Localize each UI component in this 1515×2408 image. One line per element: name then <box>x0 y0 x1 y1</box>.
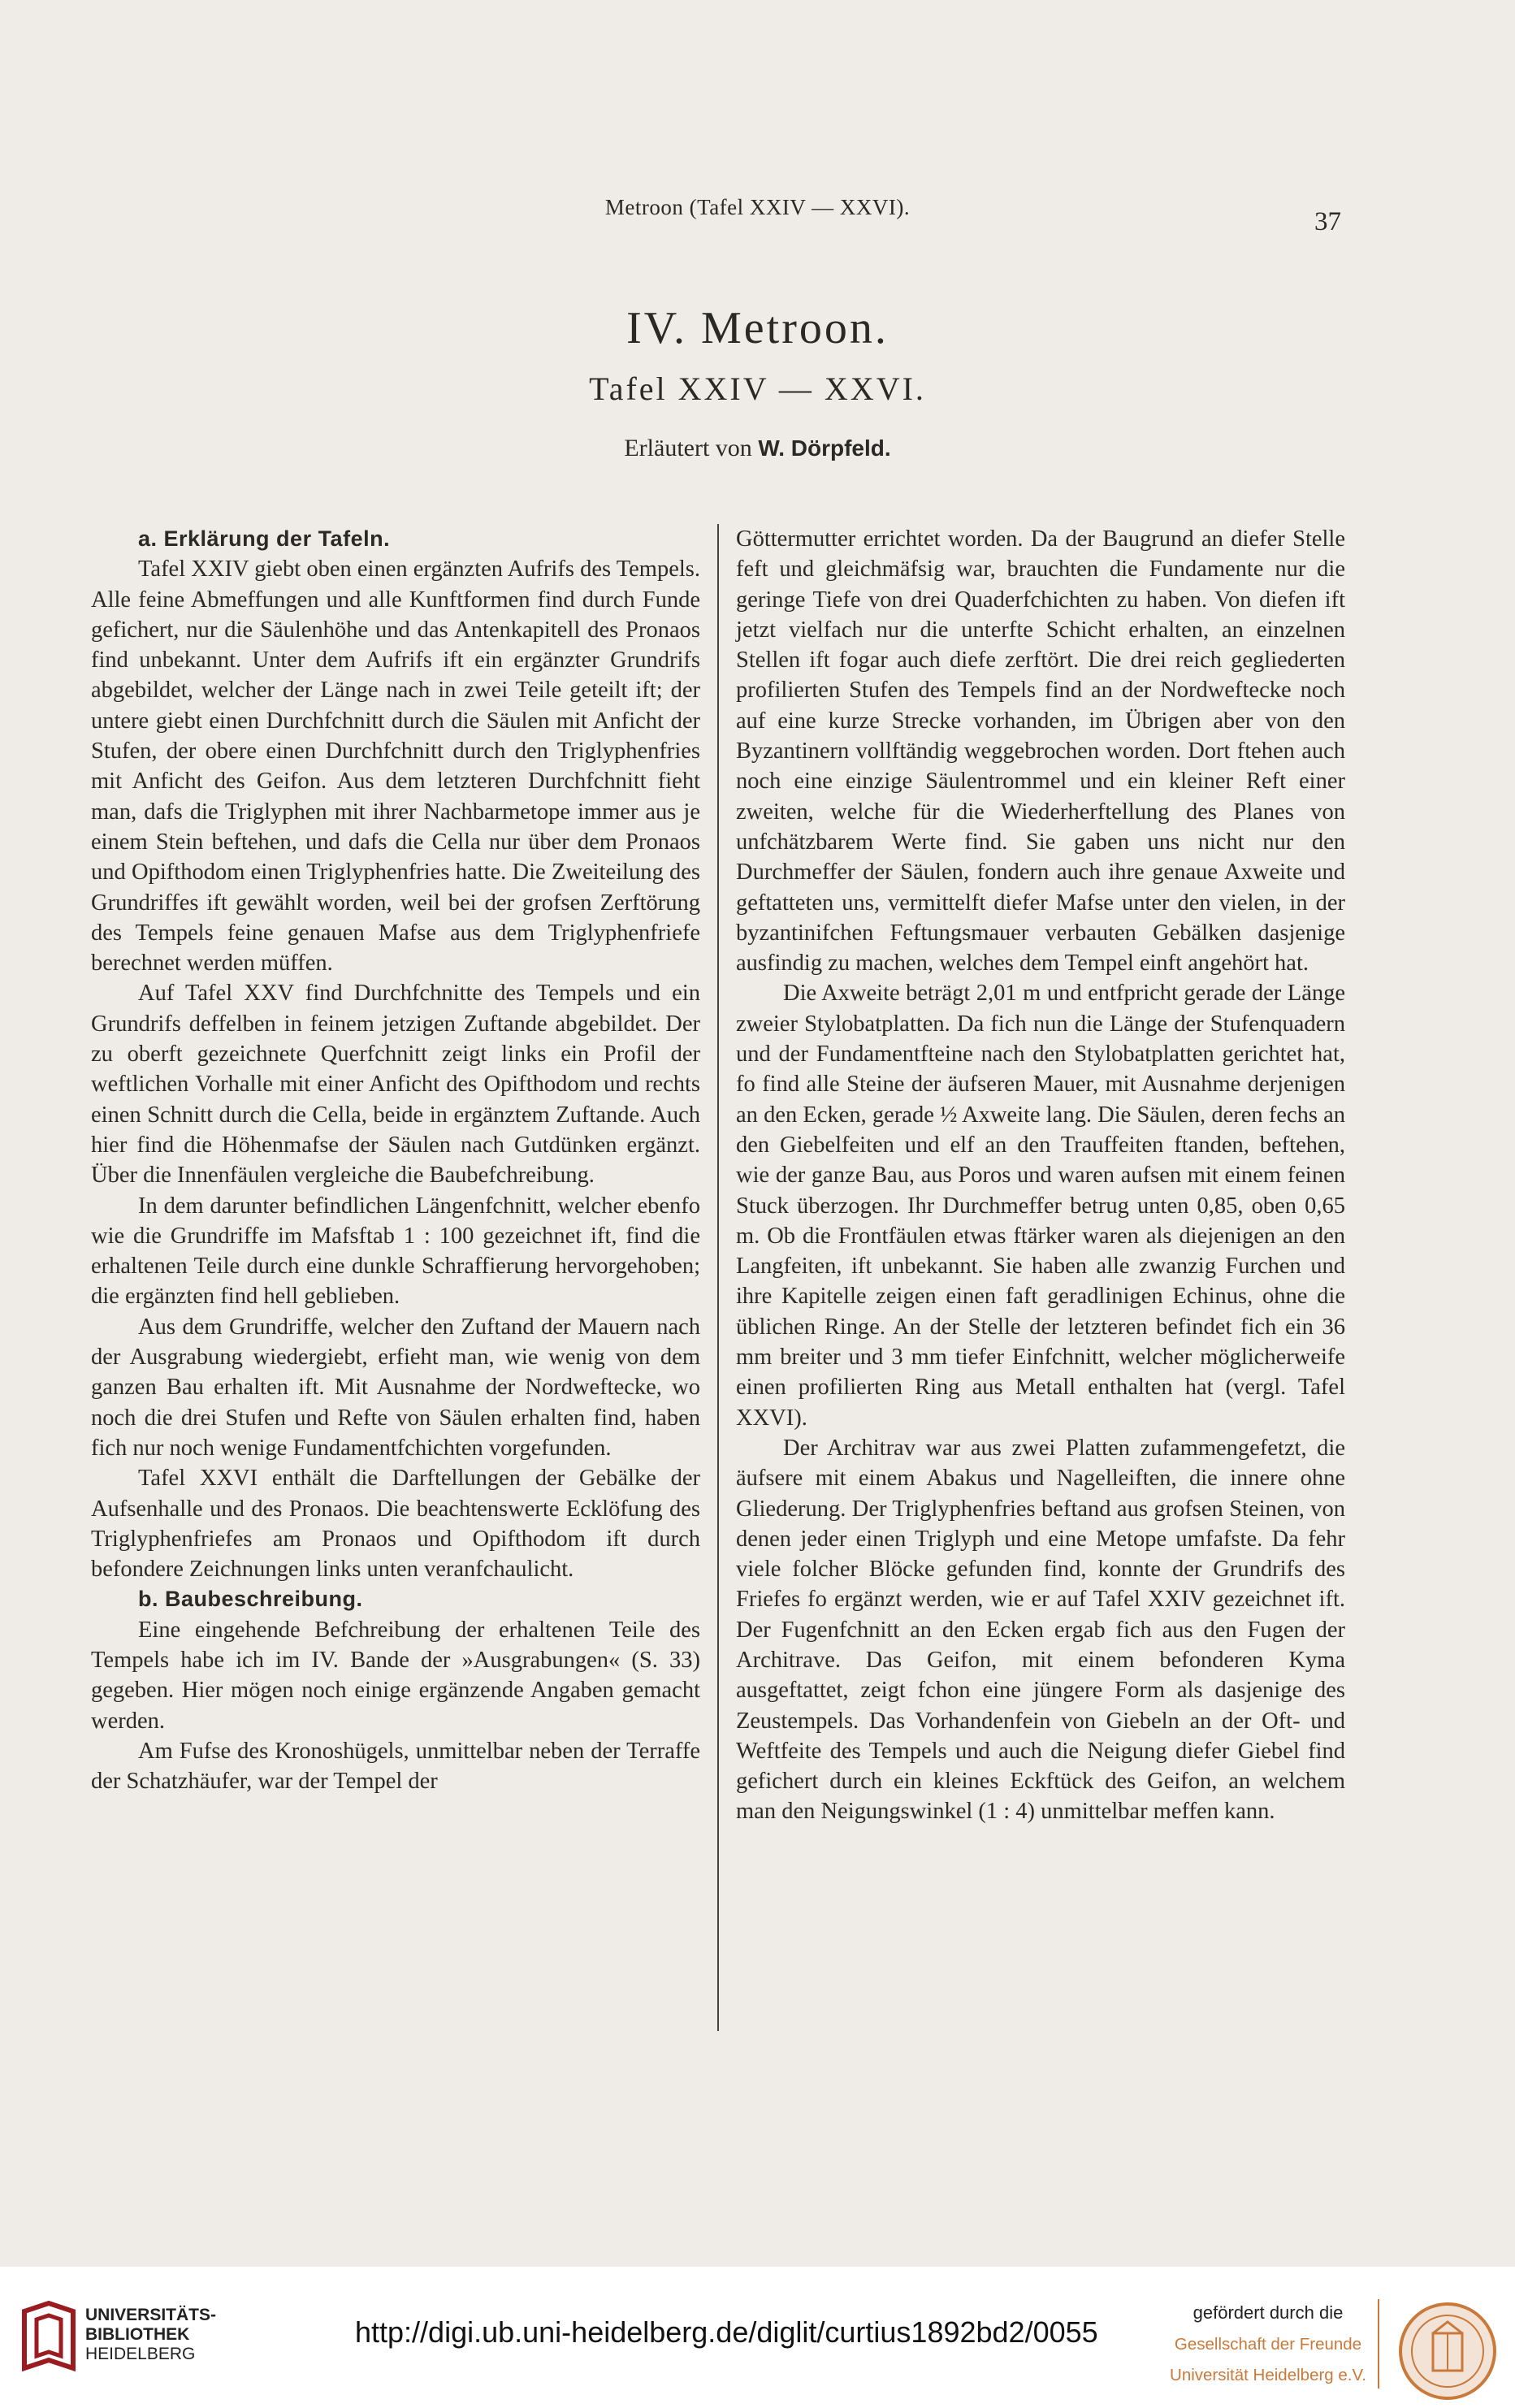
author-line <box>0 435 1515 462</box>
university-seal-icon <box>1397 2301 1499 2402</box>
paragraph: Göttermutter errichtet worden. Da der Baugrund an diefer Stelle feft und gleichmäfsig war, brauchten die Fundamente nur die geringe Tiefe von drei Quaderfchichten zu haben. Von diefen ift jetzt vielfach nur die unterfte Schicht erhalten, an einzelnen Stellen ift fogar auch diefe zerftört. Die drei reich gegliederten profilierten Stufen des Tempels find an der Nordweftecke noch auf eine kurze Strecke vorhanden, im Übrigen aber von den Byzantinern vollftändig weggebrochen worden. Dort ftehen auch noch eine einzige Säulentrommel und ein kleiner Reft einer zweiten, welche für die Wiederherftellung des Planes von unfchätzbarem Werte find. Sie gaben uns nicht nur den Durchmeffer der Säulen, fondern auch ihre genaue Axweite und geftatteten uns, vermittelft diefer Mafse unter den vielen, in der byzantinifchen Feftungsmauer verbauten Gebälken dasjenige ausfindig zu machen, welches dem Tempel einft angehört hat. <box>736 526 1345 977</box>
paragraph: Eine eingehende Befchreibung der erhaltenen Teile des Tempels habe ich im IV. Bande der »Ausgrabungen« (S. 33) gegeben. Hier mögen noch einige ergänzende Angaben gemacht werden. <box>91 1617 700 1734</box>
library-line-1: UNIVERSITÄTS- <box>85 2306 217 2324</box>
library-line-2: BIBLIOTHEK <box>85 2325 190 2344</box>
plates-subtitle: Tafel XXIV — XXVI. <box>589 370 926 407</box>
right-column <box>736 524 1345 1827</box>
paragraph: Auf Tafel XXV find Durchfchnitte des Tempels und ein Grundrifs deffelben in feinem jetzigen Zuftande abgebildet. Der zu oberft gezeichnete Querfchnitt zeigt links ein Profil der weftlichen Vorhalle mit einer Anficht des Opifthodom und rechts einen Schnitt durch die Cella, beide in ergänztem Zuftande. Auch hier find die Höhenmafse der Säulen nach Gutdünken ergänzt. Über die Innenfäulen vergleiche die Baubefchreibung. <box>91 981 700 1189</box>
permalink-url[interactable]: http://digi.ub.uni-heidelberg.de/diglit/curtius1892bd2/0055 <box>355 2315 1098 2349</box>
funder-name-line-1: Gesellschaft der Freunde <box>1174 2335 1362 2354</box>
paragraph: In dem darunter befindlichen Längenfchnitt, welcher ebenfo wie die Grundriffe im Mafsftab 1 : 100 gezeichnet ift, find die erhaltenen Teile durch eine dunkle Schraffierung hervorgehoben; die ergänzten find hell geblieben. <box>91 1193 700 1310</box>
library-name <box>85 2306 216 2364</box>
page-number: 37 <box>1314 207 1341 236</box>
paragraph: Die Axweite beträgt 2,01 m und entfpricht gerade der Länge zweier Stylobatplatten. Da fich nun die Länge der Stufenquadern und der Fundamentfteine nach den Stylobatplatten gerichtet hat, fo find alle Steine der äufseren Mauer, mit Ausnahme derjenigen an den Ecken, gerade ½ Axweite lang. Die Säulen, deren fechs an den Giebelfeiten und elf an den Trauffeiten ftanden, beftehen, wie der ganze Bau, aus Poros und waren aufsen mit einem feinen Stuck überzogen. Ihr Durchmeffer betrug unten 0,85, oben 0,65 m. Ob die Frontfäulen etwas ftärker waren als diejenigen an den Langfeiten, ift unbekannt. Sie haben alle zwanzig Furchen und ihre Kapitelle zeigen einen faft geradlinigen Echinus, ohne die üblichen Ringe. An der Stelle der letzteren befindet fich ein 36 mm breiter und 3 mm tiefer Einfchnitt, welcher möglicherweife einen profilierten Ring aus Metall enthalten hat (vergl. Tafel XXVI). <box>736 981 1345 1431</box>
paragraph: Am Fufse des Kronoshügels, unmittelbar neben der Terraffe der Schatzhäufer, war der Tempel der <box>91 1738 700 1795</box>
footer-divider <box>1378 2299 1379 2389</box>
author-prefix: Erläutert von <box>624 435 759 461</box>
funder-block <box>1162 2302 1374 2385</box>
library-line-3: HEIDELBERG <box>85 2345 196 2363</box>
paragraph: Aus dem Grundriffe, welcher den Zuftand der Mauern nach der Ausgrabung wiedergiebt, erfieht man, wie wenig von dem ganzen Bau erhalten ift. Mit Ausnahme der Nordweftecke, wo noch die drei Stufen und Refte von Säulen erhalten find, haben fich nur noch wenige Fundamentfchichten vorgefunden. <box>91 1314 700 1461</box>
section-heading-b: b. Baubeschreibung. <box>138 1587 363 1612</box>
paragraph: Tafel XXVI enthält die Darftellungen der Gebälke der Aufsenhalle und des Pronaos. Die beachtenswerte Ecklöfung des Triglyphenfriefes am Pronaos und Opifthodom ift durch befondere Zeichnungen links unten veranfchaulicht. <box>91 1466 700 1583</box>
library-logo-icon <box>16 2299 81 2376</box>
funded-by-label: gefördert durch die <box>1193 2302 1344 2323</box>
author-name: W. Dörpfeld. <box>758 435 891 461</box>
digitization-footer <box>0 2267 1515 2408</box>
paragraph: Der Architrav war aus zwei Platten zufammengefetzt, die äufsere mit einem Abakus und Nagelleiften, die innere ohne Gliederung. Der Triglyphenfries beftand aus grofsen Steinen, von denen jeder einen Triglyph und eine Metope umfafste. Da fehr viele folcher Blöcke gefunden find, konnte der Grundrifs des Friefes fo ergänzt werden, wie er auf Tafel XXIV gezeichnet ift. Der Fugenfchnitt an den Ecken ergab fich aus den Fugen der Architrave. Das Geifon, mit einem befonderen Kyma ausgeftattet, zeigt fchon eine jüngere Form als dasjenige des Zeustempels. Das Vorhandenfein von Giebeln an der Oft- und Weftfeite des Tempels und auch die Neigung diefer Giebel find gefichert durch ein kleines Eckftück des Geifon, an welchem man den Neigungswinkel (1 : 4) unmittelbar meffen kann. <box>736 1435 1345 1825</box>
paragraph: Tafel XXIV giebt oben einen ergänzten Aufrifs des Tempels. Alle feine Abmeffungen und alle Kunftformen find durch Funde gefichert, nur die Säulenhöhe und das Antenkapitell des Pronaos find unbekannt. Unter dem Aufrifs ift ein ergänzter Grundrifs abgebildet, welcher der Länge nach in zwei Teile geteilt ift; der untere giebt einen Durchfchnitt durch die Säulen mit Anficht der Stufen, der obere einen Durchfchnitt durch den Triglyphenfries mit Anficht des Geifon. Aus dem letzteren Durchfchnitt fieht man, dafs die Triglyphen mit ihrer Nachbarmetope immer aus je einem Stein beftehen, und dafs die Cella nur über dem Pronaos und Opifthodom einen Triglyphenfries hatte. Die Zweiteilung des Grundriffes ift gewählt worden, weil bei der grofsen Zerftörung des Tempels feine genauen Mafse aus dem Triglyphenfriefe berechnet werden müffen. <box>91 557 700 977</box>
column-divider <box>717 524 719 2031</box>
running-head: Metroon (Tafel XXIV — XXVI). <box>604 195 911 219</box>
chapter-title: IV. Metroon. <box>626 303 889 353</box>
funder-name-line-2: Universität Heidelberg e.V. <box>1170 2366 1366 2384</box>
section-heading-a: a. Erklärung der Tafeln. <box>138 526 391 551</box>
left-column <box>91 524 700 1796</box>
